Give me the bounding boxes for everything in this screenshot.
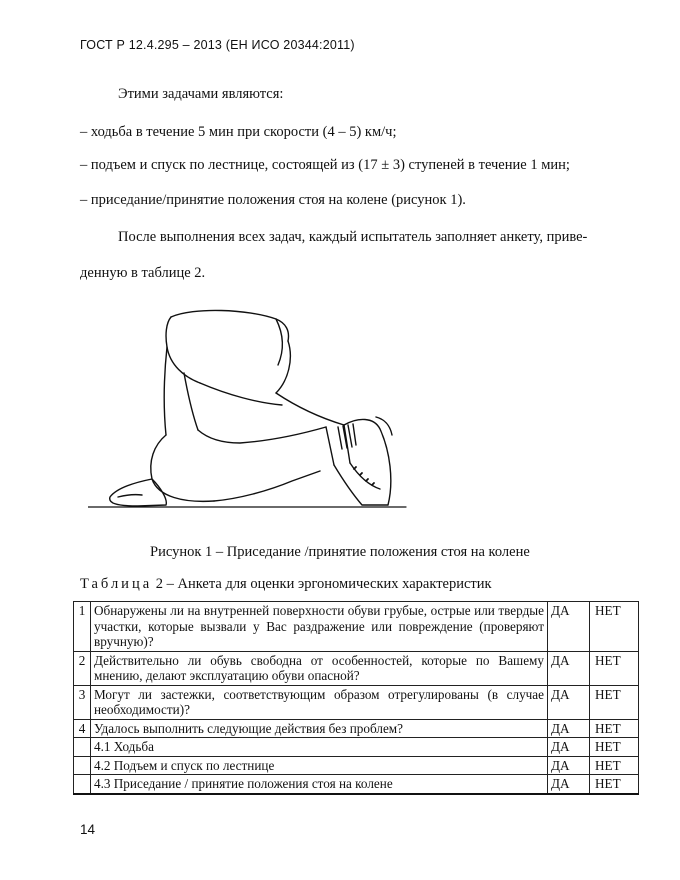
table-row [74, 685, 639, 719]
kneeling-person-illustration [88, 305, 408, 515]
answer-no: НЕТ [590, 719, 639, 738]
row-question: 4.2 Подъем и спуск по лестнице [91, 756, 548, 775]
row-question: Обнаружены ли на внутренней поверхности обуви грубые, острые или твердые участки, которые вызвали у Вас раздражение или повреждение (проверяют вручную)? [91, 602, 548, 652]
figure-caption: Рисунок 1 – Приседание /принятие положения стоя на колене [150, 544, 530, 560]
after-tasks-line-2: денную в таблице 2. [80, 265, 206, 281]
answer-yes: ДА [548, 756, 590, 775]
row-number: 3 [74, 685, 91, 719]
task-item-walking: – ходьба в течение 5 мин при скорости (4 – 5) км/ч; [80, 124, 397, 140]
row-question: Действительно ли обувь свободна от особенностей, которые по Вашему мнению, делают эксплуатацию обуви опасной? [91, 651, 548, 685]
answer-yes: ДА [548, 602, 590, 652]
document-header: ГОСТ Р 12.4.295 – 2013 (ЕН ИСО 20344:2011) [80, 38, 355, 52]
table-label: Таблица [80, 576, 153, 592]
task-item-stairs: – подъем и спуск по лестнице, состоящей из (17 ± 3) ступеней в течение 1 мин; [80, 157, 570, 173]
row-question: Удалось выполнить следующие действия без проблем? [91, 719, 548, 738]
table-row [74, 651, 639, 685]
row-number: 4 [74, 719, 91, 738]
answer-yes: ДА [548, 738, 590, 757]
table-row [74, 775, 639, 794]
answer-no: НЕТ [590, 602, 639, 652]
intro-paragraph: Этими задачами являются: [118, 86, 284, 102]
table-row [74, 738, 639, 757]
answer-yes: ДА [548, 685, 590, 719]
answer-yes: ДА [548, 651, 590, 685]
table-row [74, 602, 639, 652]
table-row [74, 756, 639, 775]
row-question: 4.3 Приседание / принятие положения стоя на колене [91, 775, 548, 794]
answer-no: НЕТ [590, 775, 639, 794]
answer-yes: ДА [548, 719, 590, 738]
row-number [74, 756, 91, 775]
answer-yes: ДА [548, 775, 590, 794]
row-question: Могут ли застежки, соответствующим образом отрегулированы (в случае необходимости)? [91, 685, 548, 719]
row-number: 1 [74, 602, 91, 652]
after-tasks-line-1: После выполнения всех задач, каждый испытатель заполняет анкету, приве- [118, 229, 588, 245]
answer-no: НЕТ [590, 685, 639, 719]
answer-no: НЕТ [590, 756, 639, 775]
page-number: 14 [80, 822, 96, 837]
answer-no: НЕТ [590, 651, 639, 685]
task-item-squat: – приседание/принятие положения стоя на колене (рисунок 1). [80, 192, 466, 208]
row-question: 4.1 Ходьба [91, 738, 548, 757]
answer-no: НЕТ [590, 738, 639, 757]
questionnaire-table [73, 601, 639, 795]
row-number [74, 775, 91, 794]
table-row [74, 719, 639, 738]
row-number [74, 738, 91, 757]
table-title-text: 2 – Анкета для оценки эргономических характеристик [152, 576, 492, 592]
table-title [80, 576, 492, 593]
row-number: 2 [74, 651, 91, 685]
